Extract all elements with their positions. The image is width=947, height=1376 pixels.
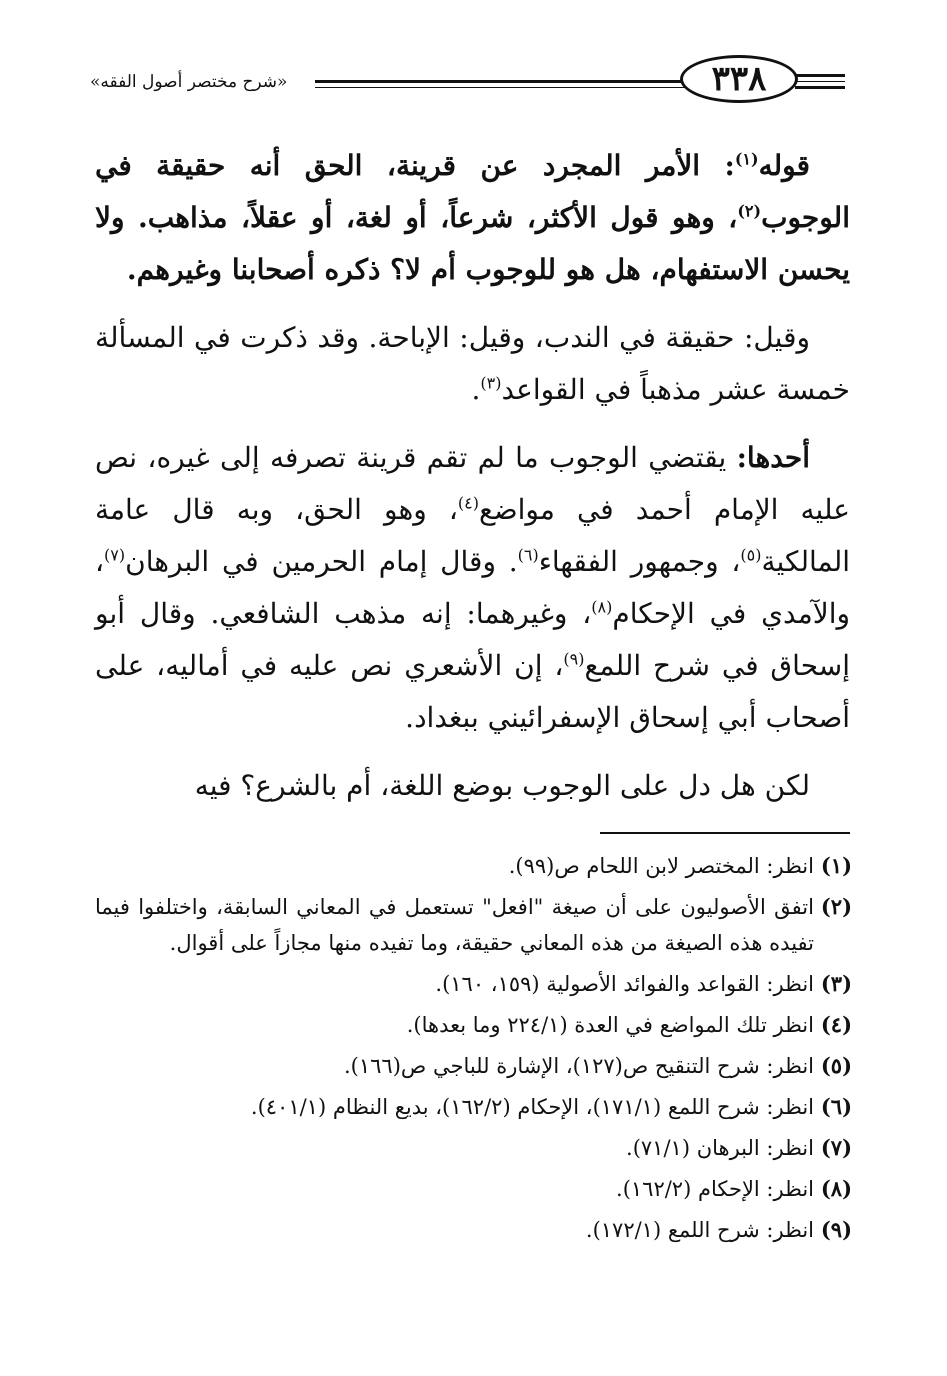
page-number-text: ٣٣٨	[711, 59, 767, 99]
footnote-number: (٧)	[820, 1135, 852, 1160]
footnote	[95, 966, 852, 1002]
footnote	[95, 1212, 852, 1248]
paragraph-2	[95, 312, 850, 416]
footnote	[95, 1048, 852, 1084]
running-title: «شرح مختصر أصول الفقه»	[90, 72, 288, 92]
footnote-ref-8[interactable]: (٨)	[591, 597, 613, 617]
footnote-number: (٩)	[820, 1217, 852, 1242]
footnote-number: (١)	[820, 853, 852, 878]
footnote-ref-1[interactable]: (١)	[734, 149, 759, 169]
footnote-ref-4[interactable]: (٤)	[457, 493, 479, 513]
header-rule-left-thick	[315, 80, 685, 83]
paragraph-3-text-g: ، إن الأشعري نص عليه في أماليه، على أصحاب أبي إسحاق الإسفرائيني ببغداد.	[95, 649, 850, 734]
footnote-number: (٣)	[820, 971, 852, 996]
footnote-ref-3[interactable]: (٣)	[480, 373, 502, 393]
paragraph-2-text-a: وقيل: حقيقة في الندب، وقيل: الإباحة. وقد ذكرت في المسألة خمسة عشر مذهباً في القواعد	[95, 321, 850, 406]
paragraph-1	[95, 140, 850, 296]
footnote-number: (٦)	[820, 1094, 852, 1119]
footnotes	[95, 848, 852, 1253]
page-number	[680, 55, 798, 103]
footnote	[95, 848, 852, 884]
footnote	[95, 1089, 852, 1125]
footnote-text: انظر: شرح التنقيح ص(١٢٧)، الإشارة للباجي ص(١٦٦).	[343, 1054, 814, 1078]
page-header	[60, 50, 860, 110]
footnote-number: (٨)	[820, 1176, 852, 1201]
footnote-divider	[600, 832, 850, 834]
footnote-ref-9[interactable]: (٩)	[563, 649, 585, 669]
footnote-text: انظر: القواعد والفوائد الأصولية (١٥٩، ١٦٠).	[435, 972, 814, 996]
paragraph-3	[95, 432, 850, 744]
paragraph-4-text: لكن هل دل على الوجوب بوضع اللغة، أم بالشرع؟ فيه	[194, 769, 810, 802]
footnote-ref-7[interactable]: (٧)	[104, 545, 126, 565]
footnote-ref-2[interactable]: (٢)	[737, 201, 762, 221]
paragraph-3-text-b: ، وهو الحق، وبه قال عامة المالكية	[95, 493, 850, 578]
header-rule-right-thin	[795, 81, 845, 82]
footnote	[95, 1130, 852, 1166]
footnote	[95, 889, 852, 961]
footnote-text: انظر: البرهان (٧١/١).	[626, 1136, 814, 1160]
footnote-text: اتفق الأصوليون على أن صيغة "افعل" تستعمل في المعاني السابقة، واختلفوا فيما تفيده هذه الصيغة من هذه المعاني حقيقة، وما تفيده منها مجازاً على أقوال.	[95, 895, 814, 955]
footnote	[95, 1171, 852, 1207]
paragraph-3-text-c: ، وجمهور الفقهاء	[538, 545, 741, 578]
footnote-number: (٤)	[820, 1012, 852, 1037]
header-rule-right-thick-2	[795, 86, 845, 89]
footnote-text: انظر: الإحكام (١٦٢/٢).	[616, 1177, 814, 1201]
header-rule-left-thin	[315, 87, 685, 88]
paragraph-3-text-f: ، وغيرهما: إنه مذهب الشافعي. وقال أبو إسحاق في شرح اللمع	[95, 597, 851, 682]
footnote-number: (٥)	[820, 1053, 852, 1078]
footnote-text: انظر: المختصر لابن اللحام ص(٩٩).	[508, 854, 814, 878]
footnote	[95, 1007, 852, 1043]
paragraph-2-text-b: .	[471, 373, 481, 406]
footnote-text: انظر تلك المواضع في العدة (٢٢٤/١ وما بعدها).	[406, 1013, 814, 1037]
paragraph-3-lead: أحدها:	[736, 441, 810, 474]
header-rule-right-thick	[795, 74, 845, 77]
footnote-number: (٢)	[820, 894, 852, 919]
paragraph-3-text-a: يقتضي الوجوب ما لم تقم قرينة تصرفه إلى غيره، نص عليه الإمام أحمد في مواضع	[95, 441, 850, 526]
paragraph-1-text-b: ، وهو قول الأكثر، شرعاً، أو لغة، أو عقلاً، مذاهب. ولا يحسن الاستفهام، هل هو للوجوب أم لا؟ ذكره أصحابنا وغيرهم.	[95, 201, 850, 286]
footnote-ref-6[interactable]: (٦)	[517, 545, 539, 565]
main-text	[95, 140, 850, 828]
quote-lead: قوله	[758, 149, 810, 182]
paragraph-1-text-a: : الأمر المجرد عن قرينة، الحق أنه حقيقة في الوجوب	[95, 149, 850, 234]
paragraph-3-text-d: . وقال إمام الحرمين في البرهان	[125, 545, 518, 578]
footnote-text: انظر: شرح اللمع (١٧٢/١).	[585, 1218, 814, 1242]
footnote-ref-5[interactable]: (٥)	[740, 545, 762, 565]
paragraph-4	[95, 760, 850, 812]
footnote-text: انظر: شرح اللمع (١٧١/١)، الإحكام (١٦٢/٢)، بديع النظام (٤٠١/١).	[250, 1095, 814, 1119]
paragraph-3-text-e: ، والآمدي في الإحكام	[95, 545, 850, 630]
